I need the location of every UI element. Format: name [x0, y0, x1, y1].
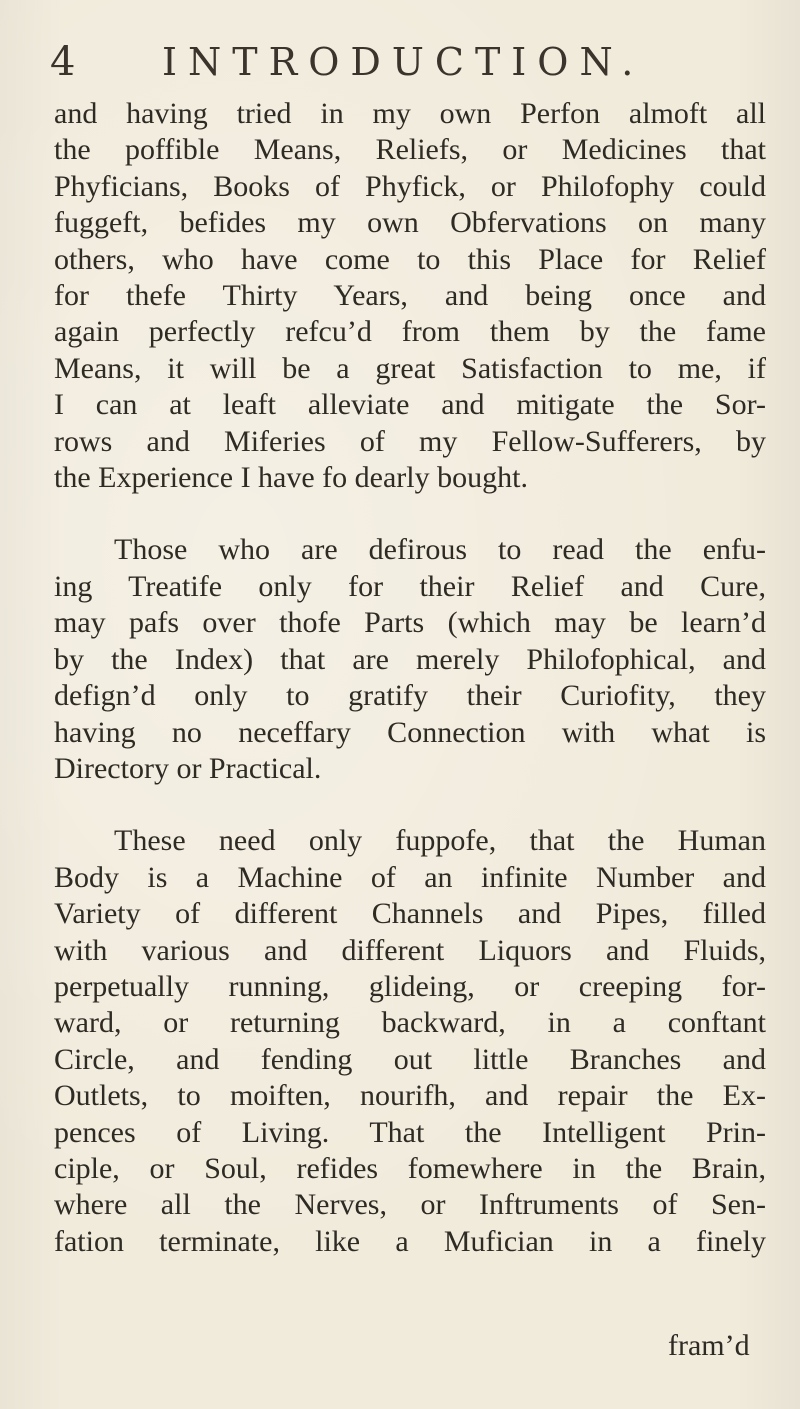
text-line: Outlets, to moiften, nourifh, and repair the Ex- [54, 1079, 766, 1113]
page-number: 4 [50, 39, 76, 85]
text-line: Body is a Machine of an infinite Number and [54, 860, 766, 894]
paragraph-1 [54, 96, 766, 496]
text-line: Variety of different Channels and Pipes, filled [54, 897, 766, 931]
body-text [54, 96, 766, 1260]
text-line: others, who have come to this Place for Relief [54, 242, 766, 276]
text-line: ciple, or Soul, refides fomewhere in the Brain, [54, 1151, 766, 1185]
text-line: again perfectly refcu’d from them by the fame [54, 315, 766, 349]
paragraph-3 [54, 823, 766, 1260]
text-line: for thefe Thirty Years, and being once and [54, 279, 766, 313]
running-head [50, 36, 750, 86]
text-line: and having tried in my own Perfon almoft all [54, 97, 766, 130]
text-line: with various and different Liquors and Fluids, [54, 933, 766, 967]
text-line: ing Treatife only for their Relief and Cure, [54, 569, 766, 603]
text-line: rows and Miferies of my Fellow-Sufferers, by [54, 424, 766, 458]
text-line: the poffible Means, Reliefs, or Medicines that [54, 133, 766, 167]
text-line: Phyficians, Books of Phyfick, or Philofophy could [54, 169, 766, 203]
text-line: Means, it will be a great Satisfaction to me, if [54, 351, 766, 385]
text-line: may pafs over thofe Parts (which may be learn’d [54, 606, 766, 640]
text-line: the Experience I have fo dearly bought. [54, 461, 528, 495]
text-line: having no neceffary Connection with what is [54, 715, 766, 749]
text-line: where all the Nerves, or Inftruments of Sen- [54, 1188, 766, 1222]
text-line: Circle, and fending out little Branches and [54, 1042, 766, 1076]
text-line: by the Index) that are merely Philofophical, and [54, 642, 766, 676]
text-line: fation terminate, like a Mufician in a finely [54, 1224, 766, 1258]
text-line: fuggeft, befides my own Obfervations on many [54, 206, 766, 240]
text-line: I can at leaft alleviate and mitigate the Sor- [54, 388, 766, 422]
paragraph-2 [54, 532, 766, 787]
running-title: INTRODUCTION. [162, 40, 645, 84]
text-line: Directory or Practical. [54, 751, 322, 785]
text-line: defign’d only to gratify their Curiofity, they [54, 679, 766, 713]
text-line: perpetually running, glideing, or creeping for- [54, 969, 766, 1003]
text-line: pences of Living. That the Intelligent Prin- [54, 1115, 766, 1149]
catchword: fram’d [668, 1329, 750, 1362]
text-line: Those who are defirous to read the enfu- [114, 533, 766, 567]
text-line: These need only fuppofe, that the Human [114, 824, 766, 858]
text-line: ward, or returning backward, in a conftant [54, 1006, 766, 1040]
